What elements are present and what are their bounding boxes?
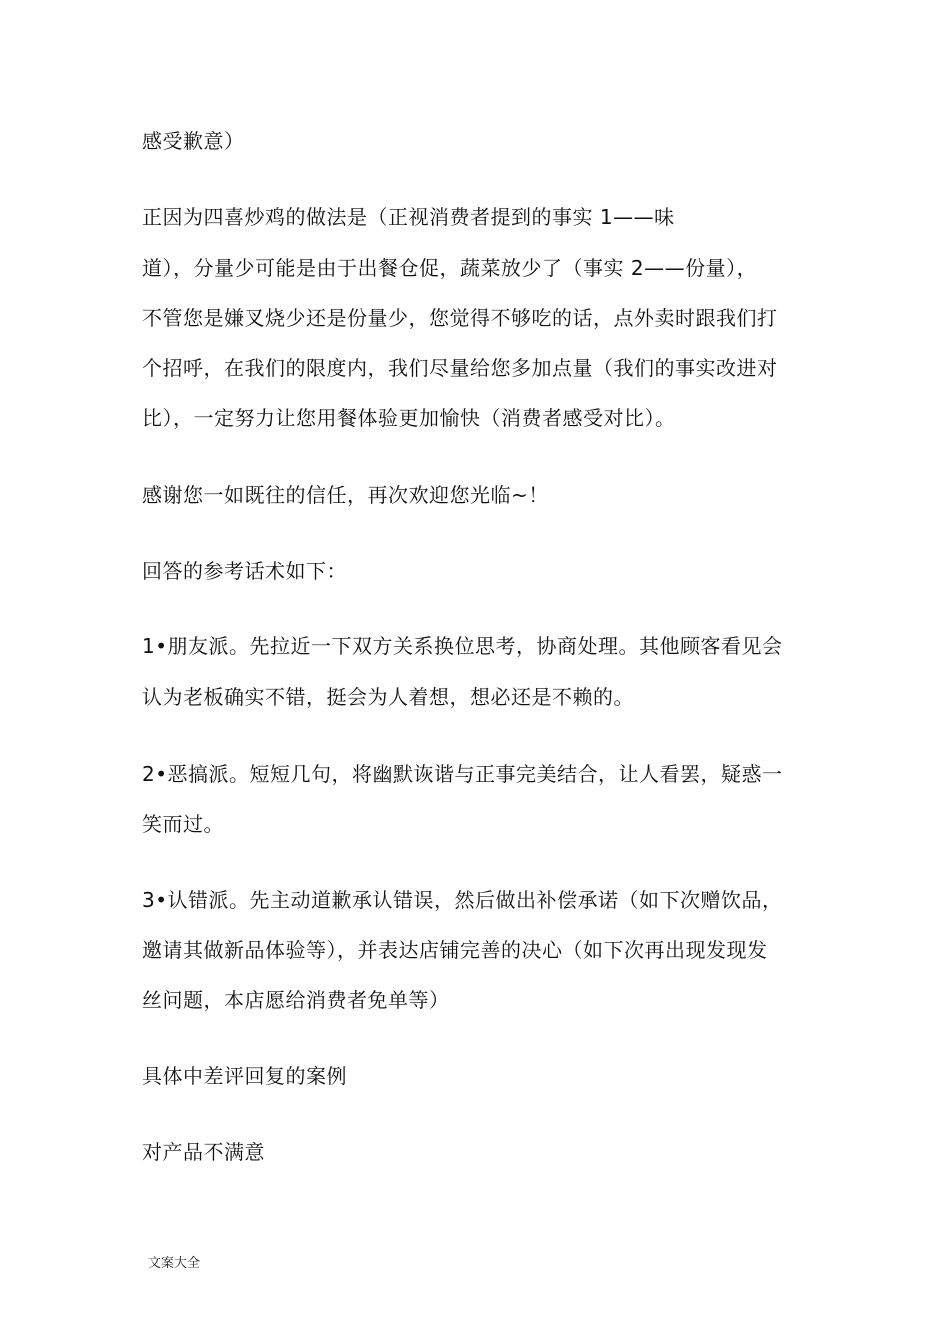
text-line: 正因为四喜炒鸡的做法是（正视消费者提到的事实 1——味	[142, 205, 675, 229]
text-line: 丝问题，本店愿给消费者免单等）	[142, 988, 450, 1012]
text-line: 感谢您一如既往的信任，再次欢迎您光临~！	[142, 483, 549, 507]
text-line: 邀请其做新品体验等），并表达店铺完善的决心（如下次再出现发现发	[142, 938, 768, 962]
text-line: 比），一定努力让您用餐体验更加愉快（消费者感受对比）。	[142, 406, 676, 430]
text-line: 不管您是嫌叉烧少还是份量少，您觉得不够吃的话，点外卖时跟我们打	[142, 306, 778, 330]
text-line: 道），分量少可能是由于出餐仓促，蔬菜放少了（事实 2——份量），	[142, 256, 758, 280]
text-line: 笑而过。	[142, 812, 224, 836]
text-line: 3•认错派。先主动道歉承认错误，然后做出补偿承诺（如下次赠饮品，	[142, 888, 783, 912]
text-line: 个招呼，在我们的限度内，我们尽量给您多加点量（我们的事实改进对	[142, 356, 778, 380]
footer-label: 文案大全	[148, 1256, 201, 1271]
text-line: 1•朋友派。先拉近一下双方关系换位思考，协商处理。其他顾客看见会	[142, 634, 783, 658]
text-line: 感受歉意）	[142, 129, 245, 153]
section-heading: 具体中差评回复的案例	[142, 1064, 347, 1088]
text-line: 认为老板确实不错，挺会为人着想，想必还是不赖的。	[142, 685, 634, 709]
text-line: 回答的参考话术如下：	[142, 559, 347, 583]
text-line: 2•恶搞派。短短几句，将幽默诙谐与正事完美结合，让人看罢，疑惑一	[142, 762, 783, 786]
text-line: 对产品不满意	[142, 1140, 265, 1164]
